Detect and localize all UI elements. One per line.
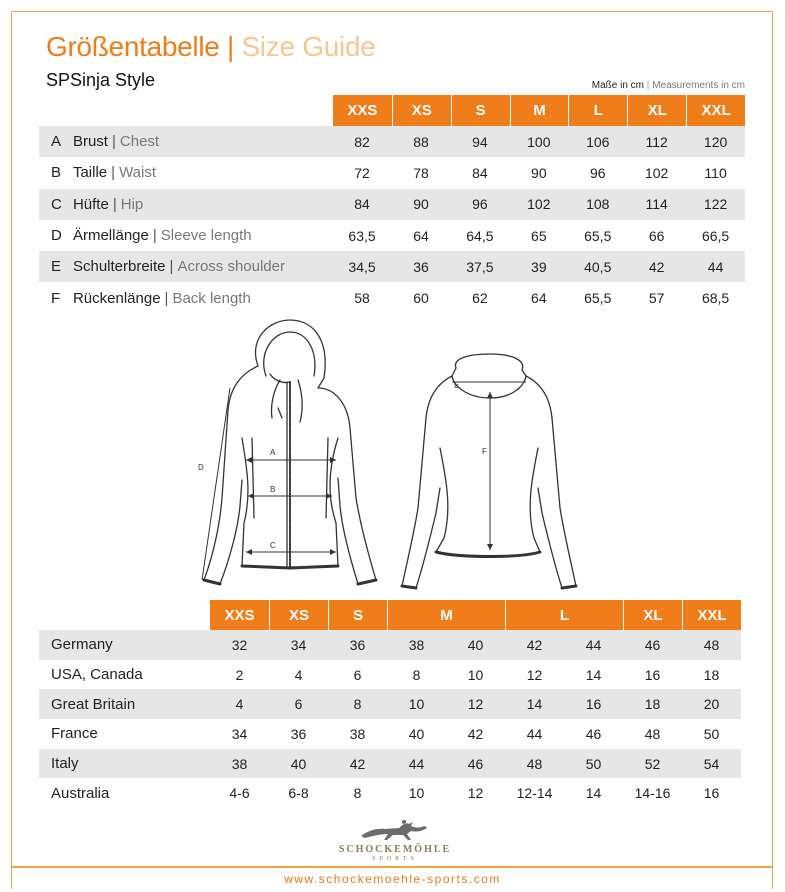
measurement-value: 114 <box>645 196 668 213</box>
size-header-m: M <box>510 95 569 126</box>
conversion-value: 40 <box>467 636 484 653</box>
label-f: F <box>482 447 487 456</box>
measurement-value: 122 <box>703 196 728 213</box>
conversion-value: 34 <box>231 725 248 742</box>
size-header-s: S <box>451 95 510 126</box>
title-en: Size Guide <box>241 31 376 62</box>
measurement-row <box>39 251 745 282</box>
conversion-value: 14 <box>526 696 543 713</box>
label-separator: | <box>111 164 116 182</box>
measurement-value: 78 <box>413 164 429 181</box>
conversion-value: 46 <box>585 725 602 742</box>
conversion-value: 52 <box>644 755 661 772</box>
label-separator: | <box>111 133 116 151</box>
conversion-size-header-xxs: XXS <box>210 600 269 630</box>
conversion-value: 36 <box>349 636 366 653</box>
conversion-value: 16 <box>644 666 661 683</box>
measurement-row <box>39 282 745 313</box>
measurement-label <box>73 164 333 181</box>
measurement-table <box>39 95 745 314</box>
conversion-value: 40 <box>290 755 307 772</box>
measurement-letter: D <box>51 227 62 245</box>
measurement-value: 88 <box>413 133 429 150</box>
measurement-value: 84 <box>354 196 370 213</box>
measurement-label-en: Sleeve length <box>160 227 252 245</box>
measurement-value: 65 <box>531 227 547 244</box>
measurement-value: 96 <box>472 196 488 213</box>
measurement-label <box>73 258 333 275</box>
conversion-size-header-l: L <box>505 600 623 630</box>
measurement-value: 102 <box>527 196 551 213</box>
conversion-value: 8 <box>412 666 421 683</box>
label-separator: | <box>169 258 174 276</box>
measurement-row <box>39 157 745 188</box>
conversion-value: 4 <box>235 696 244 713</box>
label-separator: | <box>112 195 117 213</box>
measurement-table-header <box>333 95 745 126</box>
size-header-xxs: XXS <box>333 95 392 126</box>
label-c: C <box>270 541 276 550</box>
conversion-value: 12-14 <box>516 785 553 802</box>
conversion-row <box>39 660 741 690</box>
conversion-value: 42 <box>526 636 543 653</box>
measurement-value: 58 <box>354 290 370 307</box>
conversion-size-header-xs: XS <box>269 600 328 630</box>
measurement-value: 60 <box>413 290 429 307</box>
measurement-label <box>73 290 333 307</box>
measurement-label-de: Schulterbreite <box>72 258 166 276</box>
measurement-label-de: Brust <box>72 133 108 151</box>
conversion-row <box>39 719 741 749</box>
conversion-value: 44 <box>408 755 425 772</box>
measurement-label-de: Ärmellänge <box>72 227 149 245</box>
label-e: E <box>454 381 460 390</box>
conversion-value: 44 <box>526 725 543 742</box>
conversion-value: 38 <box>349 725 366 742</box>
jacket-technical-drawing <box>190 318 590 600</box>
conversion-value: 10 <box>467 666 484 683</box>
measurement-value: 82 <box>354 133 370 150</box>
conversion-value: 16 <box>703 785 720 802</box>
conversion-value: 12 <box>526 666 543 683</box>
title-de: Größentabelle <box>46 31 220 62</box>
country-name: France <box>51 725 98 743</box>
conversion-value: 14 <box>585 666 602 683</box>
conversion-value: 48 <box>526 755 543 772</box>
measurement-value: 94 <box>472 133 488 150</box>
measurement-label-en: Across shoulder <box>177 258 285 276</box>
conversion-table-body <box>39 630 741 808</box>
country-name: Great Britain <box>51 695 136 713</box>
website-url: www.schockemoehle-sports.com <box>284 872 501 886</box>
measurement-table-body <box>39 126 745 314</box>
measurement-value: 112 <box>645 133 668 150</box>
measurement-value: 36 <box>413 258 429 275</box>
conversion-row <box>39 630 741 660</box>
measurement-value: 64,5 <box>466 227 494 244</box>
brand-logo <box>330 818 460 866</box>
measurement-row <box>39 189 745 220</box>
conversion-value: 46 <box>467 755 484 772</box>
measurement-value: 66,5 <box>701 227 730 244</box>
conversion-value: 6 <box>294 696 303 713</box>
country-name: Italy <box>51 755 79 773</box>
back-jacket-drawing <box>402 354 576 588</box>
country-name: Germany <box>51 636 113 654</box>
conversion-value: 38 <box>231 755 248 772</box>
conversion-value: 42 <box>349 755 366 772</box>
measurement-value: 72 <box>354 164 370 181</box>
measurement-value: 66 <box>648 227 665 244</box>
measurement-value: 68,5 <box>701 290 730 307</box>
measurement-value: 65,5 <box>584 290 612 307</box>
measurement-label <box>73 196 333 213</box>
conversion-table-header <box>210 600 741 630</box>
conversion-value: 12 <box>467 696 484 713</box>
measurement-value: 62 <box>472 290 488 307</box>
measurement-value: 90 <box>413 196 429 213</box>
measurement-letter: F <box>51 289 61 307</box>
conversion-value: 46 <box>644 636 661 653</box>
conversion-value: 42 <box>467 725 484 742</box>
conversion-size-header-m: M <box>387 600 505 630</box>
conversion-value: 16 <box>585 696 602 713</box>
measurement-label-de: Hüfte <box>72 195 109 213</box>
conversion-value: 36 <box>290 725 307 742</box>
measurement-value: 120 <box>703 133 728 150</box>
measurement-value: 84 <box>472 164 488 181</box>
measurement-value: 64 <box>413 227 429 244</box>
label-d: D <box>198 463 204 472</box>
size-header-l: L <box>568 95 627 126</box>
conversion-value: 6 <box>353 666 362 683</box>
measurement-letter: A <box>51 133 62 151</box>
conversion-size-header-s: S <box>328 600 387 630</box>
conversion-value: 48 <box>703 636 720 653</box>
measurement-value: 64 <box>531 290 547 307</box>
size-header-xl: XL <box>627 95 686 126</box>
measurement-value: 40,5 <box>584 258 612 275</box>
conversion-size-header-xxl: XXL <box>682 600 741 630</box>
units-note <box>592 80 745 91</box>
page-title <box>46 31 375 63</box>
measurement-value: 106 <box>586 133 610 150</box>
measurement-label <box>73 227 333 244</box>
conversion-size-header-xl: XL <box>623 600 682 630</box>
measurement-label <box>73 133 333 150</box>
conversion-value: 32 <box>231 636 248 653</box>
conversion-value: 18 <box>703 666 720 683</box>
conversion-value: 4 <box>294 666 303 683</box>
conversion-value: 14-16 <box>634 785 671 802</box>
measurement-value: 110 <box>704 164 727 181</box>
brand-name: SCHOCKEMÖHLE <box>338 844 452 855</box>
measurement-value: 57 <box>648 290 665 307</box>
measurement-label-en: Waist <box>119 164 157 182</box>
product-name: SPSinja Style <box>46 70 156 90</box>
conversion-row <box>39 689 741 719</box>
units-separator: | <box>646 80 650 91</box>
conversion-table <box>39 600 741 808</box>
conversion-value: 44 <box>585 636 602 653</box>
measurement-letter: E <box>51 258 62 276</box>
measurement-value: 37,5 <box>466 258 494 275</box>
conversion-value: 2 <box>235 666 244 683</box>
conversion-value: 14 <box>585 785 602 802</box>
measurement-row <box>39 220 745 251</box>
conversion-value: 4-6 <box>229 785 250 802</box>
footer-divider <box>11 866 773 868</box>
measurement-letter: B <box>51 164 62 182</box>
conversion-value: 8 <box>353 785 362 802</box>
measurement-label-en: Back length <box>172 289 251 307</box>
size-header-xs: XS <box>392 95 451 126</box>
conversion-value: 6-8 <box>288 785 309 802</box>
conversion-value: 38 <box>408 636 425 653</box>
measurement-label-de: Rückenlänge <box>72 289 161 307</box>
measurement-label-en: Hip <box>120 195 144 213</box>
country-name: Australia <box>51 784 110 802</box>
label-separator: | <box>164 289 169 307</box>
measurement-value: 42 <box>648 258 665 275</box>
measurement-value: 39 <box>531 258 547 275</box>
front-jacket-drawing <box>204 320 376 584</box>
conversion-value: 50 <box>585 755 602 772</box>
measurement-value: 44 <box>707 258 724 275</box>
conversion-value: 10 <box>408 696 425 713</box>
label-separator: | <box>152 227 157 245</box>
conversion-value: 48 <box>644 725 661 742</box>
measurement-value: 63,5 <box>348 227 376 244</box>
size-header-xxl: XXL <box>686 95 745 126</box>
conversion-value: 18 <box>644 696 661 713</box>
measurement-value: 96 <box>589 164 606 181</box>
conversion-value: 50 <box>703 725 720 742</box>
measurement-row <box>39 126 745 157</box>
title-separator: | <box>227 31 235 62</box>
measurement-value: 65,5 <box>584 227 612 244</box>
country-name: USA, Canada <box>51 666 143 684</box>
label-b: B <box>270 485 276 494</box>
conversion-value: 54 <box>703 755 720 772</box>
conversion-value: 10 <box>408 785 425 802</box>
label-a: A <box>270 448 276 457</box>
measurement-value: 90 <box>531 164 547 181</box>
measurement-value: 34,5 <box>348 258 376 275</box>
horse-rider-icon <box>355 818 435 844</box>
measurement-value: 100 <box>527 133 551 150</box>
measurement-letter: C <box>51 195 62 213</box>
measurement-value: 102 <box>644 164 669 181</box>
units-de: Maße in cm <box>591 80 645 91</box>
units-en: Measurements in cm <box>652 80 745 91</box>
conversion-value: 34 <box>290 636 307 653</box>
conversion-value: 12 <box>467 785 484 802</box>
brand-sub: SPORTS <box>372 856 418 862</box>
measurement-label-en: Chest <box>119 133 160 151</box>
conversion-value: 40 <box>408 725 425 742</box>
conversion-value: 20 <box>703 696 720 713</box>
measurement-label-de: Taille <box>72 164 108 182</box>
measurement-value: 108 <box>586 196 610 213</box>
conversion-row <box>39 749 741 779</box>
conversion-value: 8 <box>353 696 362 713</box>
conversion-row <box>39 778 741 808</box>
